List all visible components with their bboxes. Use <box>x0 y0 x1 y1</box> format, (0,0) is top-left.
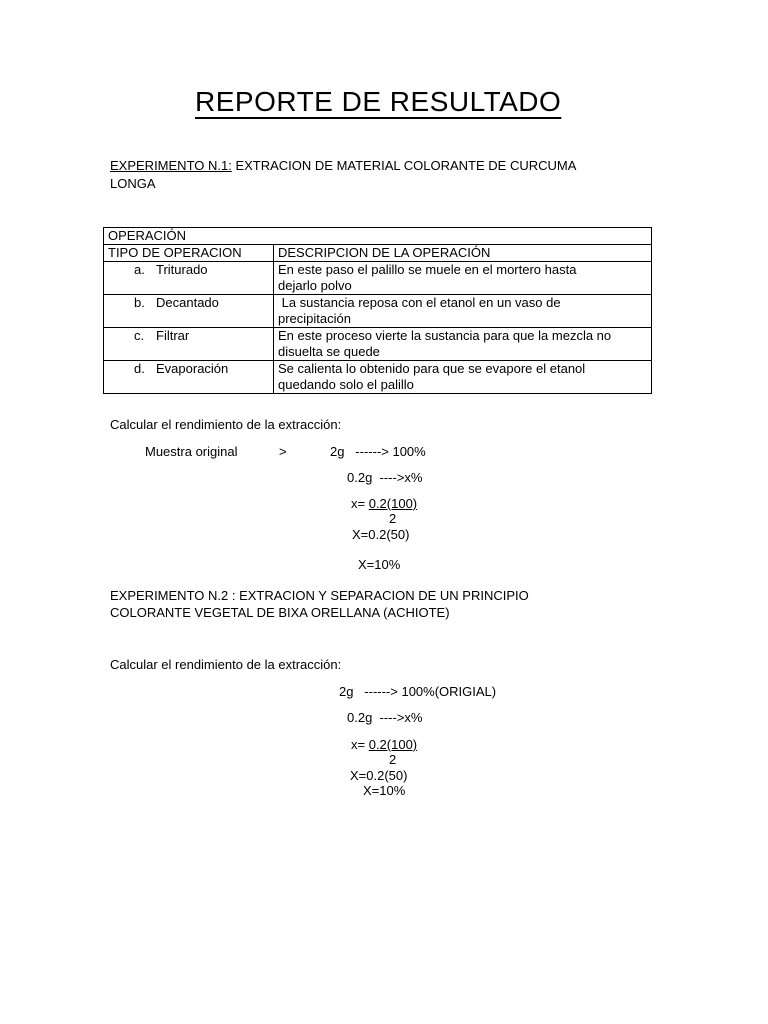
calc2-intro: Calcular el rendimiento de la extracción: <box>110 657 342 672</box>
operation-description-cell <box>274 361 652 394</box>
exp1-heading-line1: EXTRACION DE MATERIAL COLORANTE DE CURCUMA <box>231 158 577 173</box>
exp1-heading-line2: LONGA <box>110 176 156 191</box>
table-header-row <box>104 245 652 262</box>
calc1-denominator: 2 <box>389 511 397 526</box>
table-row <box>104 328 652 361</box>
table-section-header-row <box>104 228 652 245</box>
table-row <box>104 262 652 295</box>
operation-type-cell <box>104 295 274 328</box>
operation-letter: c. <box>134 328 145 343</box>
calc2-line2: 0.2g ---->x% <box>347 710 423 725</box>
description-line: dejarlo polvo <box>278 278 352 293</box>
operation-type: Filtrar <box>156 328 190 343</box>
operation-description-cell <box>274 328 652 361</box>
operation-type: Decantado <box>156 295 219 310</box>
calc1-step: X=0.2(50) <box>352 527 410 542</box>
col-header-type: TIPO DE OPERACION <box>104 245 274 262</box>
operation-type-cell <box>104 262 274 295</box>
x-prefix: x= <box>351 737 369 752</box>
x-prefix: x= <box>351 496 369 511</box>
operation-letter: b. <box>134 295 145 310</box>
calc1-intro: Calcular el rendimiento de la extracción: <box>110 417 342 432</box>
calc1-line2: 0.2g ---->x% <box>347 470 423 485</box>
calc2-line1: 2g ------> 100%(ORIGIAL) <box>339 684 497 699</box>
operation-description-cell <box>274 262 652 295</box>
operations-table <box>103 227 652 394</box>
description-line: Se calienta lo obtenido para que se evapore el etanol <box>278 361 586 376</box>
exp2-heading-line1: EXPERIMENTO N.2 : EXTRACION Y SEPARACION DE UN PRINCIPIO <box>110 588 529 603</box>
numerator: 0.2(100) <box>368 737 418 752</box>
description-line: La sustancia reposa con el etanol en un vaso de <box>278 295 561 310</box>
calc2-step: X=0.2(50) <box>350 768 408 783</box>
exp1-label: EXPERIMENTO N.1: <box>110 158 232 173</box>
operation-letter: d. <box>134 361 145 376</box>
table-section-header: OPERACIÓN <box>104 228 652 245</box>
operation-type-cell <box>104 328 274 361</box>
calc1-fraction <box>351 496 417 512</box>
table-row <box>104 361 652 394</box>
calc1-muestra-label: Muestra original <box>145 444 238 459</box>
calc1-result: X=10% <box>358 557 401 572</box>
operation-type: Evaporación <box>156 361 229 376</box>
calc2-denominator: 2 <box>389 752 397 767</box>
table-row <box>104 295 652 328</box>
operation-description-cell <box>274 295 652 328</box>
operation-letter: a. <box>134 262 145 277</box>
numerator: 0.2(100) <box>368 496 418 511</box>
operation-type-cell <box>104 361 274 394</box>
calc1-arrow: > <box>279 444 287 459</box>
description-line: disuelta se quede <box>278 344 380 359</box>
page-title: REPORTE DE RESULTADO <box>195 86 562 117</box>
calc2-result: X=10% <box>363 783 406 798</box>
exp1-heading <box>110 158 576 174</box>
operation-type: Triturado <box>156 262 208 277</box>
description-line: En este paso el palillo se muele en el mortero hasta <box>278 262 577 277</box>
description-line: quedando solo el palillo <box>278 377 414 392</box>
exp2-heading-line2: COLORANTE VEGETAL DE BIXA ORELLANA (ACHIOTE) <box>110 605 450 620</box>
description-line: precipitación <box>278 311 351 326</box>
calc1-line1: 2g ------> 100% <box>330 444 426 459</box>
description-line: En este proceso vierte la sustancia para que la mezcla no <box>278 328 612 343</box>
calc2-fraction <box>351 737 417 753</box>
col-header-description: DESCRIPCION DE LA OPERACIÓN <box>274 245 652 262</box>
